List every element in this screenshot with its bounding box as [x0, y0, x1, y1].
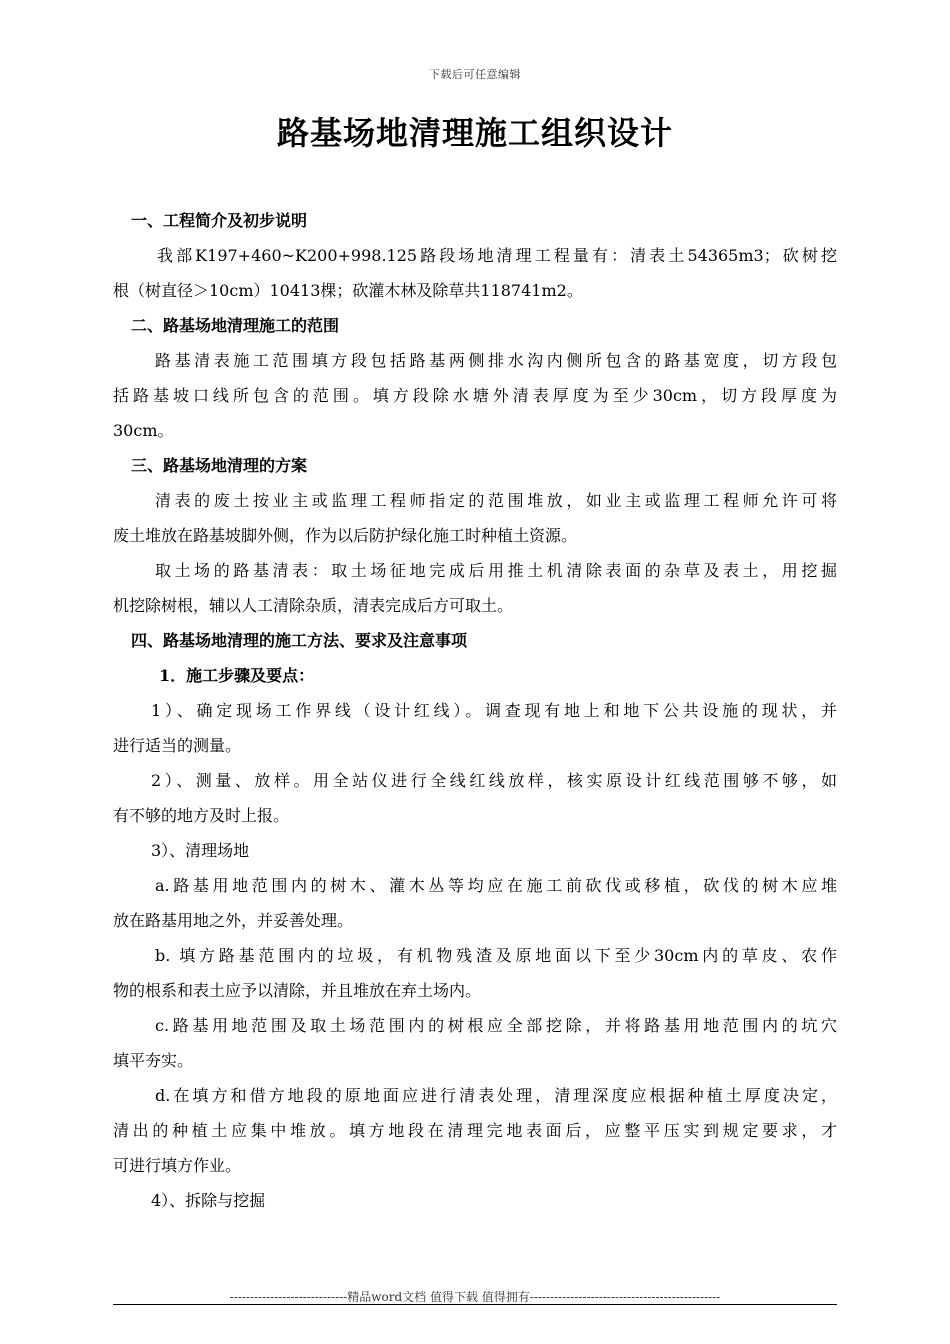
item-c-line-1: c.路基用地范围及取土场范围内的树根应全部挖除，并将路基用地范围内的坑穴	[155, 1016, 837, 1035]
section-3-line-3: 取土场的路基清表：取土场征地完成后用推土机清除表面的杂草及表土，用挖掘	[155, 561, 837, 580]
section-1-line-1: 我部K197+460~K200+998.125路段场地清理工程量有：清表土54365m3；砍树挖	[157, 246, 837, 265]
step-1-line-2: 进行适当的测量。	[113, 736, 242, 755]
item-d-line-1: d.在填方和借方地段的原地面应进行清表处理，清理深度应根据种植土厚度决定，	[155, 1086, 837, 1105]
step-2-line-1: 2）、测量、放样。用全站仪进行全线红线放样，核实原设计红线范围够不够，如	[151, 771, 837, 790]
item-b-line-1: b. 填方路基范围内的垃圾，有机物残渣及原地面以下至少30cm内的草皮、农作	[155, 946, 837, 965]
section-3-line-2: 废土堆放在路基坡脚外侧，作为以后防护绿化施工时种植土资源。	[113, 526, 578, 545]
section-3-heading: 三、路基场地清理的方案	[131, 456, 308, 475]
section-1-line-2: 根（树直径＞10cm）10413棵；砍灌木林及除草共118741m2。	[113, 281, 583, 300]
step-3-heading: 3）、清理场地	[151, 841, 250, 860]
item-b-line-2: 物的根系和表土应予以清除，并且堆放在弃土场内。	[113, 981, 482, 1000]
footer-text: -----------------------------精品word文档 值得下载 值得拥有-----------------------------------------------	[229, 1290, 721, 1304]
section-3-line-4: 机挖除树根，辅以人工清除杂质，清表完成后方可取土。	[113, 596, 514, 615]
section-2-heading: 二、路基场地清理施工的范围	[131, 316, 340, 335]
step-2-line-2: 有不够的地方及时上报。	[113, 806, 290, 825]
item-c-line-2: 填平夯实。	[113, 1051, 194, 1070]
item-a-line-1: a.路基用地范围内的树木、灌木丛等均应在施工前砍伐或移植，砍伐的树木应堆	[155, 876, 837, 895]
header-note: 下载后可任意编辑	[429, 68, 521, 81]
section-4-heading: 四、路基场地清理的施工方法、要求及注意事项	[131, 631, 468, 650]
document-body	[113, 203, 837, 1218]
step-1-line-1: 1）、确定现场工作界线（设计红线）。调查现有地上和地下公共设施的现状，并	[151, 701, 837, 720]
section-4-subheading: 1．施工步骤及要点：	[159, 666, 315, 685]
item-a-line-2: 放在路基用地之外，并妥善处理。	[113, 911, 354, 930]
section-1-heading: 一、工程简介及初步说明	[131, 211, 308, 230]
item-d-line-3: 可进行填方作业。	[113, 1156, 242, 1175]
footer-divider	[113, 1304, 837, 1305]
document-title: 路基场地清理施工组织设计	[276, 114, 673, 152]
section-2-line-2: 括路基坡口线所包含的范围。填方段除水塘外清表厚度为至少30cm，切方段厚度为	[113, 386, 837, 405]
step-4-heading: 4）、拆除与挖掘	[151, 1191, 266, 1210]
section-2-line-1: 路基清表施工范围填方段包括路基两侧排水沟内侧所包含的路基宽度，切方段包	[155, 351, 837, 370]
section-3-line-1: 清表的废土按业主或监理工程师指定的范围堆放，如业主或监理工程师允许可将	[155, 491, 837, 510]
item-d-line-2: 清出的种植土应集中堆放。填方地段在清理完地表面后，应整平压实到规定要求，才	[113, 1121, 837, 1140]
section-2-line-3: 30cm。	[113, 421, 174, 440]
